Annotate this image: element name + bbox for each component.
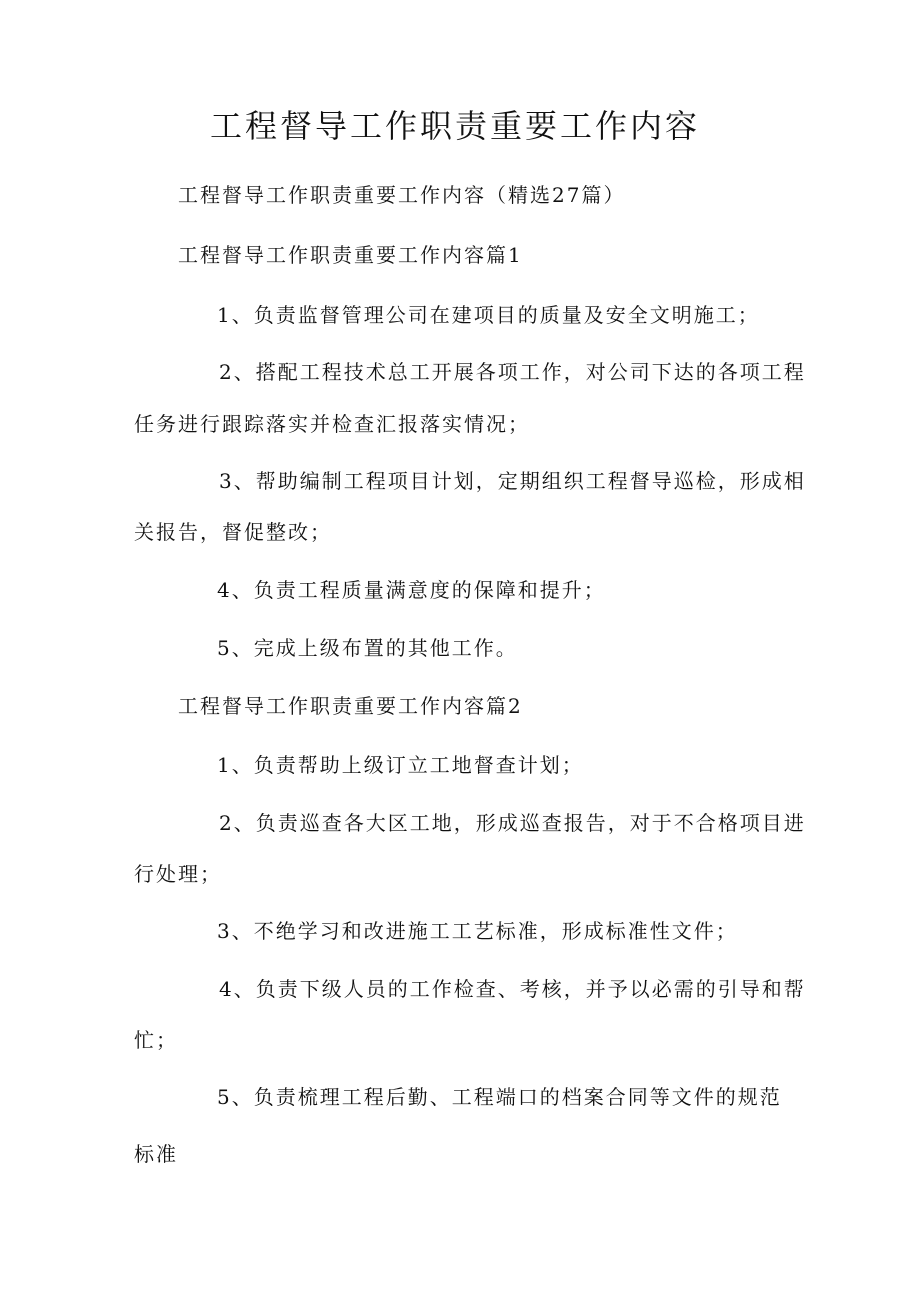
list-item: 2、搭配工程技术总工开展各项工作，对公司下达的各项工程 [219,360,806,384]
list-item-continuation: 标准 [134,1142,178,1166]
list-item-continuation: 任务进行跟踪落实并检查汇报落实情况； [134,412,530,436]
list-item: 3、不绝学习和改进施工工艺标准，形成标准性文件； [217,919,738,943]
list-item: 1、负责帮助上级订立工地督查计划； [217,753,584,777]
list-item: 3、帮助编制工程项目计划，定期组织工程督导巡检，形成相 [219,469,806,493]
document-subtitle: 工程督导工作职责重要工作内容（精选27篇） [178,183,626,207]
list-item: 4、负责下级人员的工作检查、考核，并予以必需的引导和帮 [219,977,806,1001]
list-item-continuation: 忙； [134,1028,178,1052]
section-heading: 工程督导工作职责重要工作内容篇1 [178,243,523,267]
list-item: 1、负责监督管理公司在建项目的质量及安全文明施工； [217,303,760,327]
list-item-continuation: 行处理； [134,862,222,886]
list-item: 2、负责巡查各大区工地，形成巡查报告，对于不合格项目进 [219,811,806,835]
list-item-continuation: 关报告，督促整改； [134,520,332,544]
list-item: 5、负责梳理工程后勤、工程端口的档案合同等文件的规范 [217,1085,782,1109]
list-item: 4、负责工程质量满意度的保障和提升； [217,578,606,602]
list-item: 5、完成上级布置的其他工作。 [217,636,518,660]
document-title: 工程督导工作职责重要工作内容 [209,107,700,145]
section-heading: 工程督导工作职责重要工作内容篇2 [178,694,523,718]
